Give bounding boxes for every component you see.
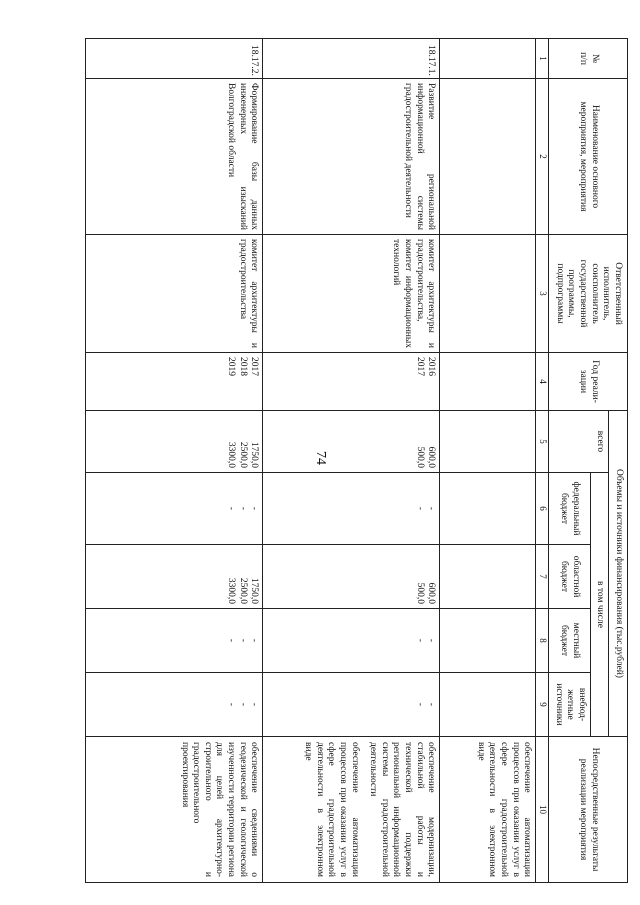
row-results	[263, 737, 440, 883]
row-responsible	[440, 235, 536, 353]
row-regional	[440, 545, 536, 609]
column-number: 5	[536, 411, 549, 473]
column-number: 9	[536, 673, 549, 737]
row-offbudget: - -	[263, 673, 440, 737]
column-number: 10	[536, 737, 549, 883]
row-total	[440, 411, 536, 473]
row-responsible: комитет архитектуры и градостроительства	[86, 235, 263, 353]
row-name: Развитие региональной информационной системы градостроительной деятельности	[263, 79, 440, 235]
row-total: 600,0 500,0	[263, 411, 440, 473]
header-results: Непосредственные результаты реализации мероприятия	[549, 737, 628, 883]
row-local: - - -	[86, 609, 263, 673]
header-financing: Объемы и источники финансирования (тыс.рублей)	[609, 411, 628, 737]
table-row	[263, 39, 440, 883]
header-local: местный бюджет	[549, 609, 591, 673]
page-number: 74	[313, 451, 328, 465]
column-number: 8	[536, 609, 549, 673]
row-result: обеспечение сведениями о геодезической и геологической изученности территории региона для целей архитектурно-строительного и градостроительного проектирования	[86, 737, 263, 883]
header-regional: областной бюджет	[549, 545, 591, 609]
header-row-1	[609, 39, 628, 883]
column-number: 3	[536, 235, 549, 353]
row-regional: 600,0 500,0	[263, 545, 440, 609]
row-years: 2016 2017	[263, 353, 440, 411]
header-responsible: Ответственный исполнитель, соисполнитель государственной программы, подпрограммы	[549, 235, 628, 353]
row-responsible: комитет архитектуры и градостроительства, комитет информационных технологий	[263, 235, 440, 353]
row-num: 18.17.2.	[86, 39, 263, 79]
row-years	[440, 353, 536, 411]
row-federal: - - -	[86, 473, 263, 545]
row-name	[440, 79, 536, 235]
header-total: всего	[549, 411, 609, 473]
table-row	[86, 39, 263, 883]
row-result: обеспечение модернизации, стабильной работы и технической поддержки региональной информационной системы градостроительной деятельности	[368, 742, 437, 877]
row-local: - -	[263, 609, 440, 673]
column-number: 6	[536, 473, 549, 545]
row-result: обеспечение автоматизации процессов при оказании услуг в сфере градостроительной деятельности в электронном виде	[440, 737, 536, 883]
column-number: 2	[536, 79, 549, 235]
header-num: № п/п	[549, 39, 628, 79]
column-number: 4	[536, 353, 549, 411]
row-local	[440, 609, 536, 673]
column-number-row	[536, 39, 549, 883]
column-number: 1	[536, 39, 549, 79]
header-federal: федеральный бюджет	[549, 473, 591, 545]
row-offbudget	[440, 673, 536, 737]
row-result: обеспечение автоматизации процессов при оказании услуг в сфере градостроительной деятельности в электронном виде	[303, 742, 360, 877]
row-years: 2017 2018 2019	[86, 353, 263, 411]
header-year: Год реали- зации	[549, 353, 628, 411]
header-offbudget: внебюд- жетные источники	[549, 673, 591, 737]
row-total: 1750,0 2500,0 3300,0	[86, 411, 263, 473]
row-name: Формирование базы данных инженерных изысканий Волгоградской области	[86, 79, 263, 235]
column-number: 7	[536, 545, 549, 609]
row-offbudget: - - -	[86, 673, 263, 737]
header-including: в том числе	[590, 473, 609, 737]
row-federal: - -	[263, 473, 440, 545]
program-table	[85, 38, 628, 883]
table-row	[440, 39, 536, 883]
row-federal	[440, 473, 536, 545]
row-regional: 1750,0 2500,0 3300,0	[86, 545, 263, 609]
row-num	[440, 39, 536, 79]
header-name: Наименование основного мероприятия, мероприятия	[549, 79, 628, 235]
row-num: 18.17.1.	[263, 39, 440, 79]
